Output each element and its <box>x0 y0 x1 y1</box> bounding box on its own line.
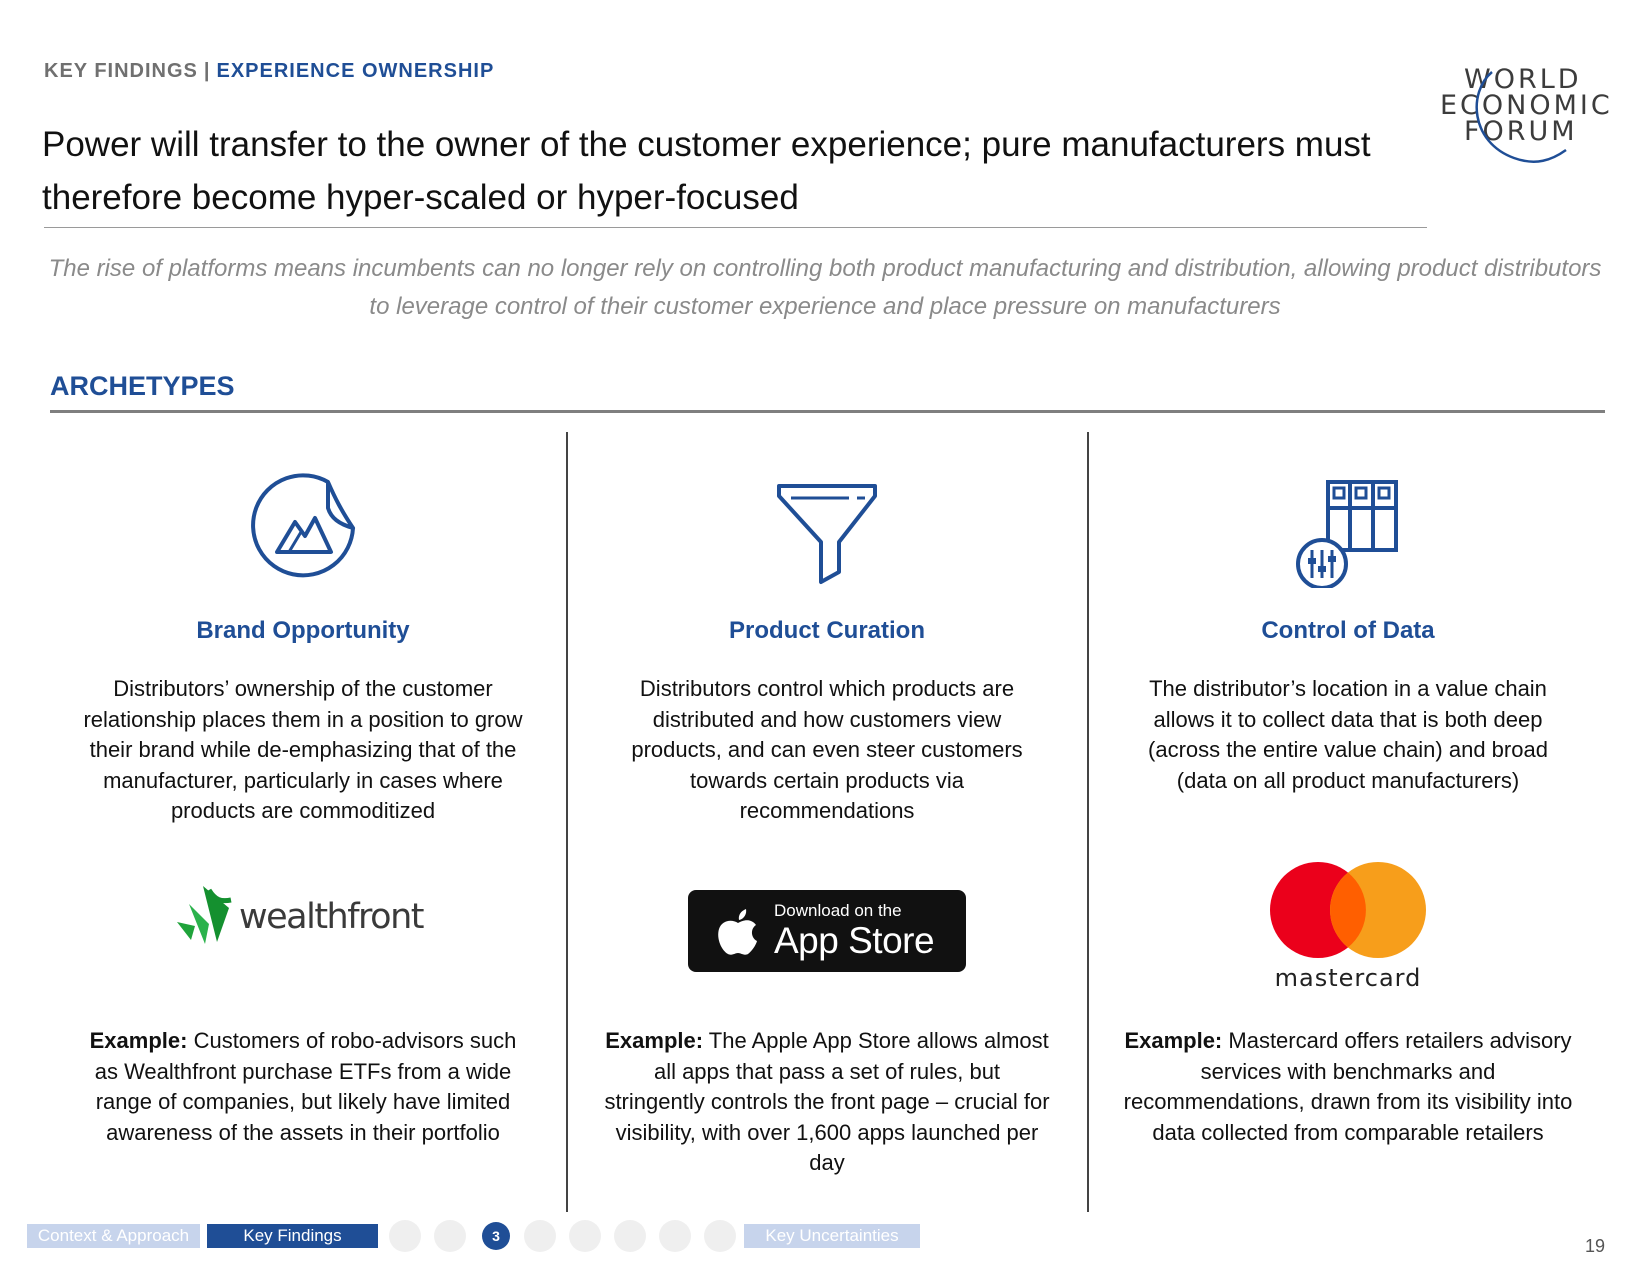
subtitle: The rise of platforms means incumbents can no longer rely on controlling both product manufacturing and distribution, allowing product distributors to leverage control of their customer experience and place pressure on manufacturers <box>48 255 1602 320</box>
card-title: Control of Data <box>1261 617 1435 644</box>
example-text: The Apple App Store allows almost all apps that pass a set of rules, but stringently controls the front page – crucial for visibility, with over 1,600 apps launched per day <box>604 1028 1050 1175</box>
nav-step-dot[interactable] <box>659 1220 691 1252</box>
card-example <box>602 1026 1052 1179</box>
brand-sticker-mountain-icon <box>243 468 363 588</box>
app-store-badge <box>688 890 966 972</box>
nav-tab-key-findings[interactable]: Key Findings <box>207 1224 378 1248</box>
data-servers-controls-icon <box>1288 468 1408 588</box>
nav-step-dot[interactable] <box>389 1220 421 1252</box>
nav-step-dot[interactable] <box>569 1220 601 1252</box>
breadcrumb-separator: | <box>203 60 211 82</box>
funnel-icon <box>767 468 887 588</box>
nav-step-active[interactable]: 3 <box>482 1222 510 1250</box>
card-title: Product Curation <box>729 617 925 644</box>
page-number: 19 <box>1585 1236 1606 1256</box>
nav-tab-context-approach[interactable]: Context & Approach <box>27 1224 200 1248</box>
nav-tab-key-uncertainties[interactable]: Key Uncertainties <box>744 1224 920 1248</box>
archetype-card-curation <box>567 432 1087 1212</box>
mastercard-logo <box>1263 860 1433 1000</box>
logo-line-2: ECONOMIC <box>1440 90 1613 121</box>
archetype-card-data <box>1088 432 1608 1212</box>
card-example <box>78 1026 528 1148</box>
card-title: Brand Opportunity <box>196 617 410 644</box>
apple-icon <box>716 905 760 957</box>
example-label: Example: <box>605 1028 704 1053</box>
example-text: Customers of robo-advisors such as Wealthfront purchase ETFs from a wide range of companies, but likely have limited awareness of the assets in their portfolio <box>94 1028 517 1145</box>
logo-line-3: FORUM <box>1464 116 1578 147</box>
wef-logo <box>1440 62 1630 172</box>
card-description: Distributors control which products are distributed and how customers view products, and can even steer customers towards certain products via recommendations <box>631 676 1023 823</box>
title-divider <box>44 227 1427 228</box>
app-store-small-text: Download on the <box>774 901 902 920</box>
wealthfront-logo <box>173 882 433 952</box>
page-title: Power will transfer to the owner of the customer experience; pure manufacturers must therefore become hyper-scaled or hyper-focused <box>42 125 1371 217</box>
breadcrumb-subsection: EXPERIENCE OWNERSHIP <box>216 60 495 82</box>
card-description: The distributor’s location in a value chain allows it to collect data that is both deep (across the entire value chain) and broad (data on all product manufacturers) <box>1148 676 1548 793</box>
nav-step-dot[interactable] <box>524 1220 556 1252</box>
wealthfront-wordmark: wealthfront <box>239 897 423 937</box>
example-label: Example: <box>89 1028 188 1053</box>
breadcrumb-section: KEY FINDINGS <box>44 60 198 82</box>
example-text: Mastercard offers retailers advisory services with benchmarks and recommendations, drawn from its visibility into data collected from comparable retailers <box>1123 1028 1573 1145</box>
nav-step-dot[interactable] <box>434 1220 466 1252</box>
card-description: Distributors’ ownership of the customer relationship places them in a position to grow their brand while de-emphasizing that of the manufacturer, particularly in cases where products are commoditized <box>83 676 523 823</box>
app-store-big-text: App Store <box>774 920 935 961</box>
section-heading: ARCHETYPES <box>50 371 235 401</box>
nav-step-dot[interactable] <box>614 1220 646 1252</box>
mastercard-circles-icon <box>1263 860 1433 964</box>
logo-line-1: WORLD <box>1464 64 1582 95</box>
archetype-card-brand <box>43 432 563 1212</box>
example-label: Example: <box>1124 1028 1223 1053</box>
section-divider <box>50 410 1605 413</box>
wealthfront-mark-icon <box>173 882 235 952</box>
mastercard-wordmark: mastercard <box>1274 964 1422 992</box>
nav-step-dot[interactable] <box>704 1220 736 1252</box>
card-example <box>1123 1026 1573 1148</box>
logo-arc-icon <box>1440 62 1630 172</box>
breadcrumb <box>44 60 494 83</box>
